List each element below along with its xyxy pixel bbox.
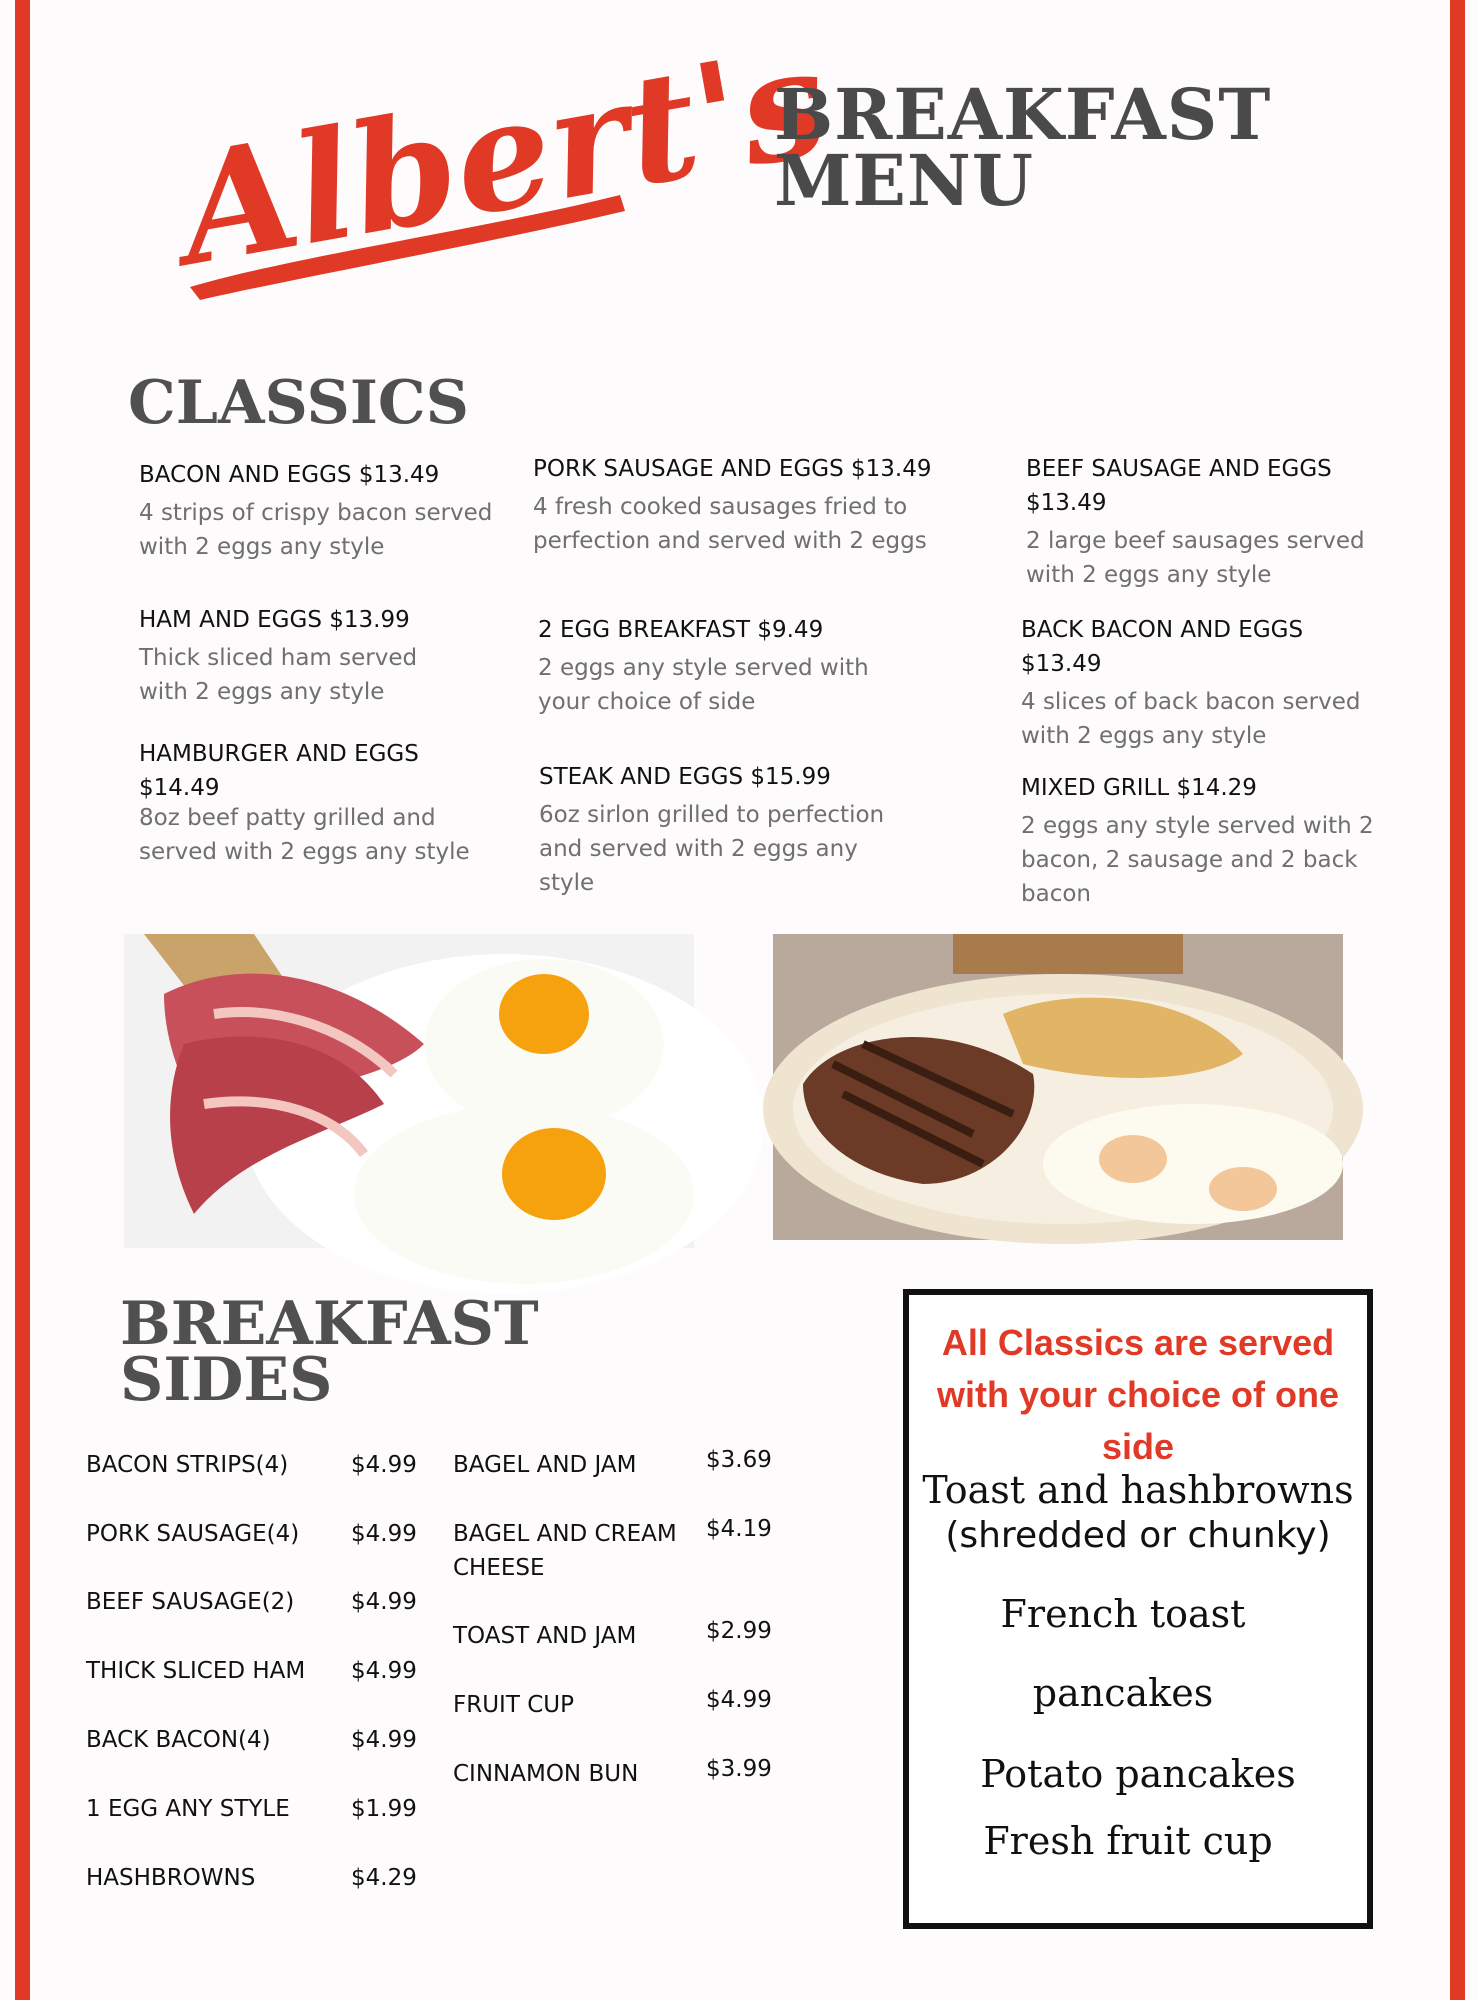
menu-item	[533, 452, 933, 558]
item-description: 4 strips of crispy bacon served with 2 eggs any style	[139, 500, 493, 560]
side-name: THICK SLICED HAM	[86, 1658, 306, 1684]
menu-item	[539, 760, 899, 900]
side-name: TOAST AND JAM	[453, 1623, 637, 1649]
sides-title-line2: SIDES	[120, 1345, 333, 1415]
side-name: BACK BACON(4)	[86, 1727, 271, 1753]
item-description: 4 slices of back bacon served with 2 eggs any style	[1021, 689, 1361, 749]
item-name: 2 EGG BREAKFAST $9.49	[538, 617, 824, 643]
side-price: $4.99	[351, 1521, 417, 1547]
side-option: Fresh fruit cup	[983, 1819, 1273, 1863]
item-name: BEEF SAUSAGE AND EGGS $13.49	[1026, 456, 1332, 516]
side-name: BAGEL AND JAM	[453, 1452, 637, 1478]
side-price: $4.19	[706, 1516, 772, 1542]
item-description: Thick sliced ham served with 2 eggs any style	[139, 645, 418, 705]
side-price: $4.99	[351, 1589, 417, 1615]
side-name: HASHBROWNS	[86, 1865, 256, 1891]
menu-title-line1: BREAKFAST	[774, 73, 1272, 156]
side-option: Toast and hashbrowns	[922, 1468, 1354, 1512]
side-name: 1 EGG ANY STYLE	[86, 1796, 290, 1822]
item-description: 6oz sirlon grilled to perfection and served with 2 eggs any style	[539, 802, 885, 896]
left-border-stripe	[15, 0, 30, 2000]
menu-title-line2: MENU	[774, 139, 1034, 222]
steak-eggs-photo	[773, 934, 1343, 1240]
side-price: $4.29	[351, 1865, 417, 1891]
logo-wordmark: Albert's	[166, 12, 840, 300]
item-name: HAM AND EGGS $13.99	[139, 607, 410, 633]
item-description: 8oz beef patty grilled and served with 2 eggs any style	[139, 805, 470, 865]
side-name: FRUIT CUP	[453, 1692, 574, 1718]
item-name: STEAK AND EGGS $15.99	[539, 764, 831, 790]
side-name: PORK SAUSAGE(4)	[86, 1521, 300, 1547]
menu-item	[1021, 613, 1381, 753]
side-name: BAGEL AND CREAM CHEESE	[453, 1521, 677, 1581]
menu-title	[774, 73, 1272, 222]
item-description: 2 large beef sausages served with 2 eggs any style	[1026, 528, 1365, 588]
side-price: $4.99	[351, 1452, 417, 1478]
item-name: PORK SAUSAGE AND EGGS $13.49	[533, 456, 932, 482]
menu-item	[139, 603, 459, 709]
side-name: BEEF SAUSAGE(2)	[86, 1589, 295, 1615]
item-name: BACK BACON AND EGGS $13.49	[1021, 617, 1304, 677]
side-option: Potato pancakes	[980, 1752, 1296, 1796]
item-description: 4 fresh cooked sausages fried to perfection and served with 2 eggs	[533, 494, 927, 554]
bacon-eggs-photo	[124, 934, 694, 1248]
side-name: BACON STRIPS(4)	[86, 1452, 289, 1478]
right-border-stripe	[1450, 0, 1465, 2000]
item-name: BACON AND EGGS $13.49	[139, 462, 440, 488]
side-price: $4.99	[706, 1687, 772, 1713]
side-option: French toast	[1000, 1592, 1246, 1636]
menu-item	[538, 613, 918, 719]
sides-title-line1: BREAKFAST	[120, 1289, 539, 1359]
menu-item	[139, 737, 489, 869]
side-name: CINNAMON BUN	[453, 1761, 639, 1787]
alberts-logo	[166, 12, 840, 300]
side-price: $3.69	[706, 1447, 772, 1473]
side-price: $1.99	[351, 1796, 417, 1822]
classics-title: CLASSICS	[128, 368, 469, 438]
side-option: pancakes	[1032, 1671, 1214, 1715]
item-name: HAMBURGER AND EGGS $14.49	[139, 741, 419, 801]
item-description: 2 eggs any style served with 2 bacon, 2 sausage and 2 back bacon	[1021, 813, 1374, 907]
side-price: $4.99	[351, 1658, 417, 1684]
item-name: MIXED GRILL $14.29	[1021, 775, 1257, 801]
side-option: (shredded or chunky)	[945, 1515, 1331, 1556]
side-choice-heading: All Classics are served with your choice of one side	[936, 1322, 1340, 1467]
item-description: 2 eggs any style served with your choice of side	[538, 655, 869, 715]
side-choice-box	[903, 1289, 1373, 1929]
sides-title	[120, 1289, 539, 1415]
side-price: $2.99	[706, 1618, 772, 1644]
menu-item	[1021, 771, 1381, 911]
side-price: $3.99	[706, 1756, 772, 1782]
menu-item	[1026, 452, 1386, 592]
menu-item	[139, 458, 509, 564]
side-price: $4.99	[351, 1727, 417, 1753]
